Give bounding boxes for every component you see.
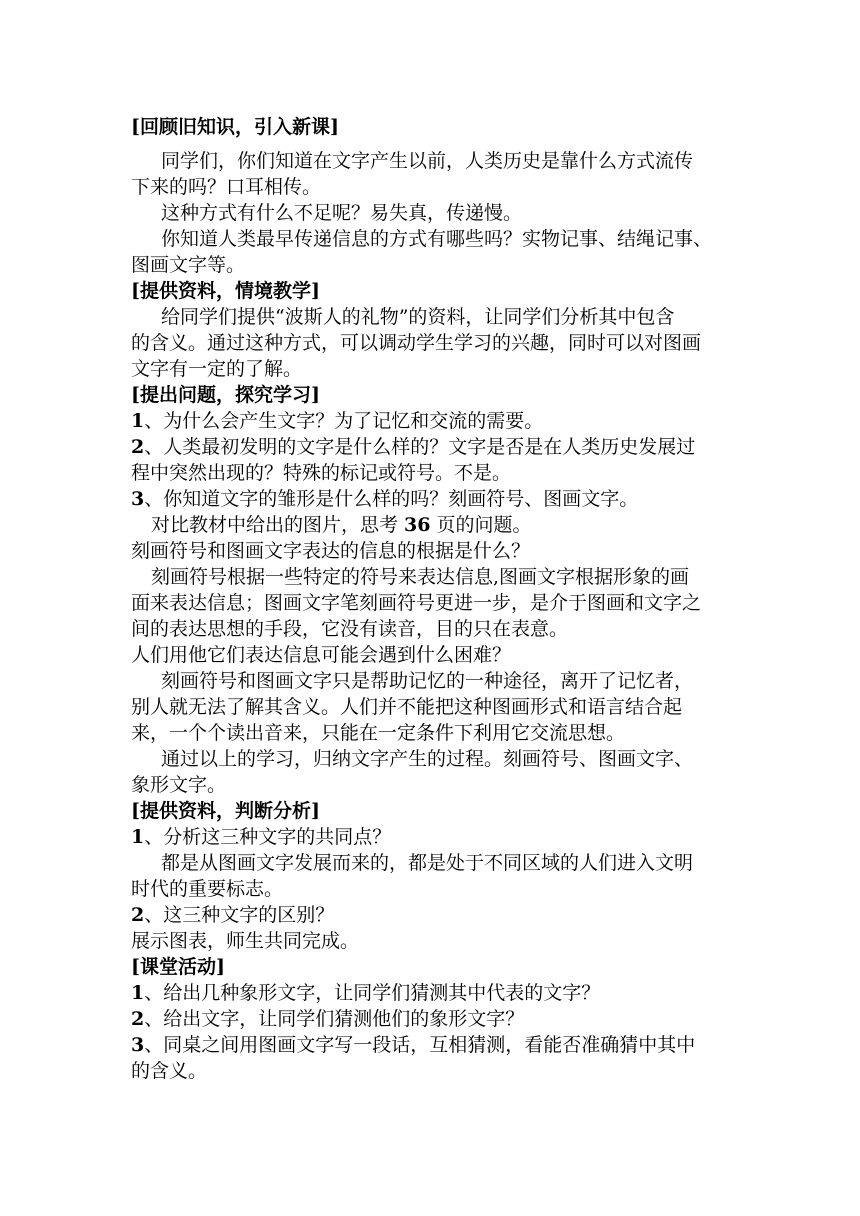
question-number: 1 [131,410,145,432]
question-number: 3 [131,1034,145,1056]
question-line-cont: 的含义。 [131,1060,208,1082]
question-number: 3 [131,488,145,510]
paragraph-line: 刻画符号根据一些特定的符号来表达信息,图画文字根据形象的画 [151,566,690,588]
contrast-text-end: 页的问题。 [430,514,532,536]
paragraph-line: 通过以上的学习，归纳文字产生的过程。刻画符号、图画文字、 [161,748,694,770]
paragraph-line: 文字有一定的了解。 [131,358,303,380]
paragraph-line: 刻画符号和图画文字表达的信息的根据是什么？ [131,540,531,562]
section-heading: [回顾旧知识，引入新课] [131,116,339,138]
question-number: 1 [131,982,145,1004]
section-heading: [提供资料，判断分析] [131,800,320,822]
section-heading: [提出问题，探究学习] [131,384,320,406]
paragraph-line: 这种方式有什么不足呢？易失真，传递慢。 [161,202,523,224]
contrast-text: 对比教材中给出的图片，思考 [151,514,405,536]
paragraph-line: 的含义。通过这种方式，可以调动学生学习的兴趣，同时可以对图画 [131,332,702,354]
section-heading: [课堂活动] [131,956,225,978]
paragraph-line: 时代的重要标志。 [131,878,284,900]
question-line [131,1032,731,1058]
question-line [131,902,731,928]
paragraph-line: 象形文字。 [131,774,227,796]
question-line-cont: 程中突然出现的？特殊的标记或符号。不是。 [131,462,512,484]
question-line [131,824,731,850]
paragraph-line: 间的表达思想的手段，它没有读音，目的只在表意。 [131,618,569,640]
contrast-line [131,512,731,538]
question-line [131,486,731,512]
paragraph-line: 下来的吗？口耳相传。 [131,176,322,198]
paragraph-line: 面来表达信息；图画文字笔刻画符号更进一步，是介于图画和文字之 [131,592,702,614]
paragraph-line: 人们用他它们表达信息可能会遇到什么困难？ [131,644,512,666]
section-heading: [提供资料，情境教学] [131,280,320,302]
question-number: 2 [131,904,145,926]
question-number: 2 [131,436,145,458]
paragraph-line: 给同学们提供“波斯人的礼物”的资料，让同学们分析其中包含 [161,306,675,328]
paragraph-line: 都是从图画文字发展而来的，都是处于不同区域的人们进入文明 [161,852,694,874]
paragraph-line: 别人就无法了解其含义。人们并不能把这种图画形式和语言结合起 [131,696,683,718]
paragraph-line: 刻画符号和图画文字只是帮助记忆的一种途径，离开了记忆者， [161,670,694,692]
question-text: 、为什么会产生文字？为了记忆和交流的需要。 [144,410,544,432]
question-line [131,408,731,434]
question-number: 1 [131,826,145,848]
question-line [131,1006,731,1032]
question-text: 、给出文字，让同学们猜测他们的象形文字？ [144,1008,525,1030]
paragraph-line: 同学们，你们知道在文字产生以前，人类历史是靠什么方式流传 [161,150,694,172]
question-text: 、人类最初发明的文字是什么样的？文字是否是在人类历史发展过 [144,436,696,458]
question-line [131,434,731,460]
question-text: 、分析这三种文字的共同点？ [144,826,392,848]
question-text: 、给出几种象形文字，让同学们猜测其中代表的文字？ [144,982,601,1004]
question-line [131,980,731,1006]
paragraph-line: 图画文字等。 [131,254,246,276]
paragraph-line: 来，一个个读出音来，只能在一定条件下利用它交流思想。 [131,722,626,744]
document-page [131,114,731,1084]
question-text: 、你知道文字的雏形是什么样的吗？刻画符号、图画文字。 [144,488,639,510]
question-number: 2 [131,1008,145,1030]
page-number: 36 [404,514,431,536]
question-text: 、同桌之间用图画文字写一段话，互相猜测，看能否准确猜中其中 [144,1034,696,1056]
question-text: 、这三种文字的区别？ [144,904,335,926]
paragraph-line: 展示图表，师生共同完成。 [131,930,360,952]
paragraph-line: 你知道人类最早传递信息的方式有哪些吗？实物记事、结绳记事、 [161,228,713,250]
